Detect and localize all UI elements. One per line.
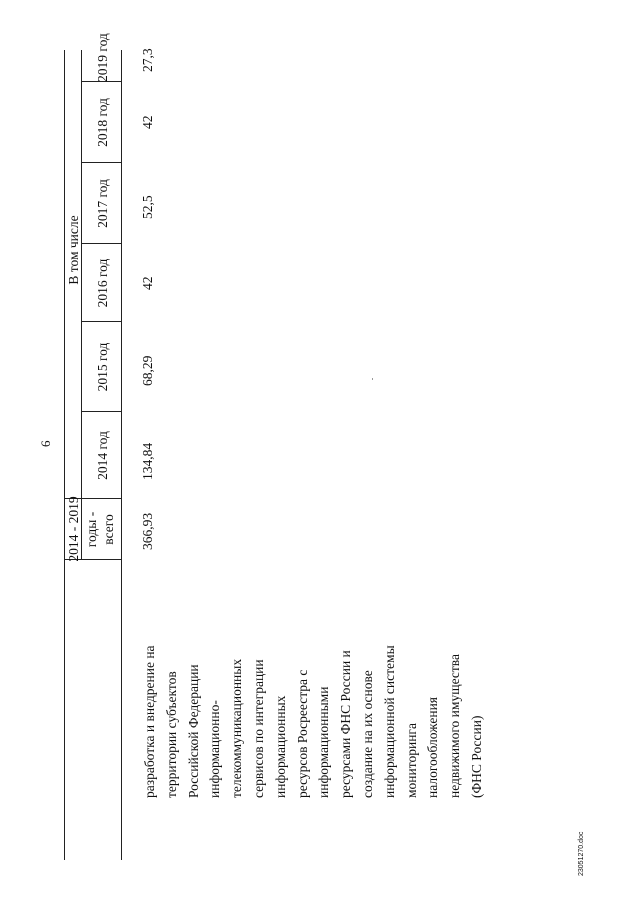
year-header-2015: 2015 год — [95, 342, 110, 392]
row-label-line: (ФНС России) — [468, 715, 484, 798]
financing-table — [64, 33, 504, 860]
row-description — [139, 558, 488, 798]
table-top-rule — [64, 50, 65, 860]
row-label-line: ресурсами ФНС России и — [338, 650, 354, 798]
year-header-2014: 2014 год — [95, 431, 110, 480]
header-bottom-rule — [121, 50, 122, 860]
footer-file-code: 23051270.doc — [578, 831, 585, 876]
row-label-line: недвижимого имущества — [447, 654, 463, 798]
row-value-2015: 68,29 — [140, 355, 155, 386]
row-label-line: территории субъектов — [163, 671, 179, 798]
total-header-line-1: годы - — [84, 511, 99, 548]
row-value-2019: 27,3 — [140, 48, 155, 72]
year-header-2018: 2018 год — [95, 98, 110, 147]
row-label-line: информационной системы — [381, 645, 397, 798]
row-label-line: телекоммуникационных — [229, 658, 245, 798]
page-number: 6 — [38, 440, 53, 447]
period-header: 2014 - 2019 — [66, 496, 81, 562]
row-label-line: ресурсов Росреестра с — [294, 669, 310, 798]
row-label-line: информационно- — [207, 700, 223, 798]
row-total-value: 366,93 — [140, 512, 155, 550]
row-label-line: информационных — [272, 695, 288, 798]
row-label-line: налогообложения — [425, 696, 441, 798]
row-value-2014: 134,84 — [140, 442, 155, 480]
row-value-2018: 42 — [140, 115, 155, 129]
year-header-2019: 2019 год — [95, 33, 110, 82]
row-value-2017: 52,5 — [140, 195, 155, 219]
row-label-line: мониторинга — [403, 723, 419, 798]
year-header-2016: 2016 год — [95, 258, 110, 308]
row-label-line: информационными — [316, 686, 332, 798]
including-header: В том числе — [66, 215, 81, 285]
year-header-2017: 2017 год — [95, 179, 110, 228]
row-label-line: Российской Федерации — [185, 664, 201, 798]
row-label-line: разработка и внедрение на — [142, 645, 157, 798]
total-header-line-2: всего — [101, 514, 116, 545]
row-label-line: сервисов по интеграции — [250, 659, 266, 798]
row-value-2016: 42 — [140, 276, 155, 290]
row-label-line: создание на их основе — [359, 670, 375, 798]
